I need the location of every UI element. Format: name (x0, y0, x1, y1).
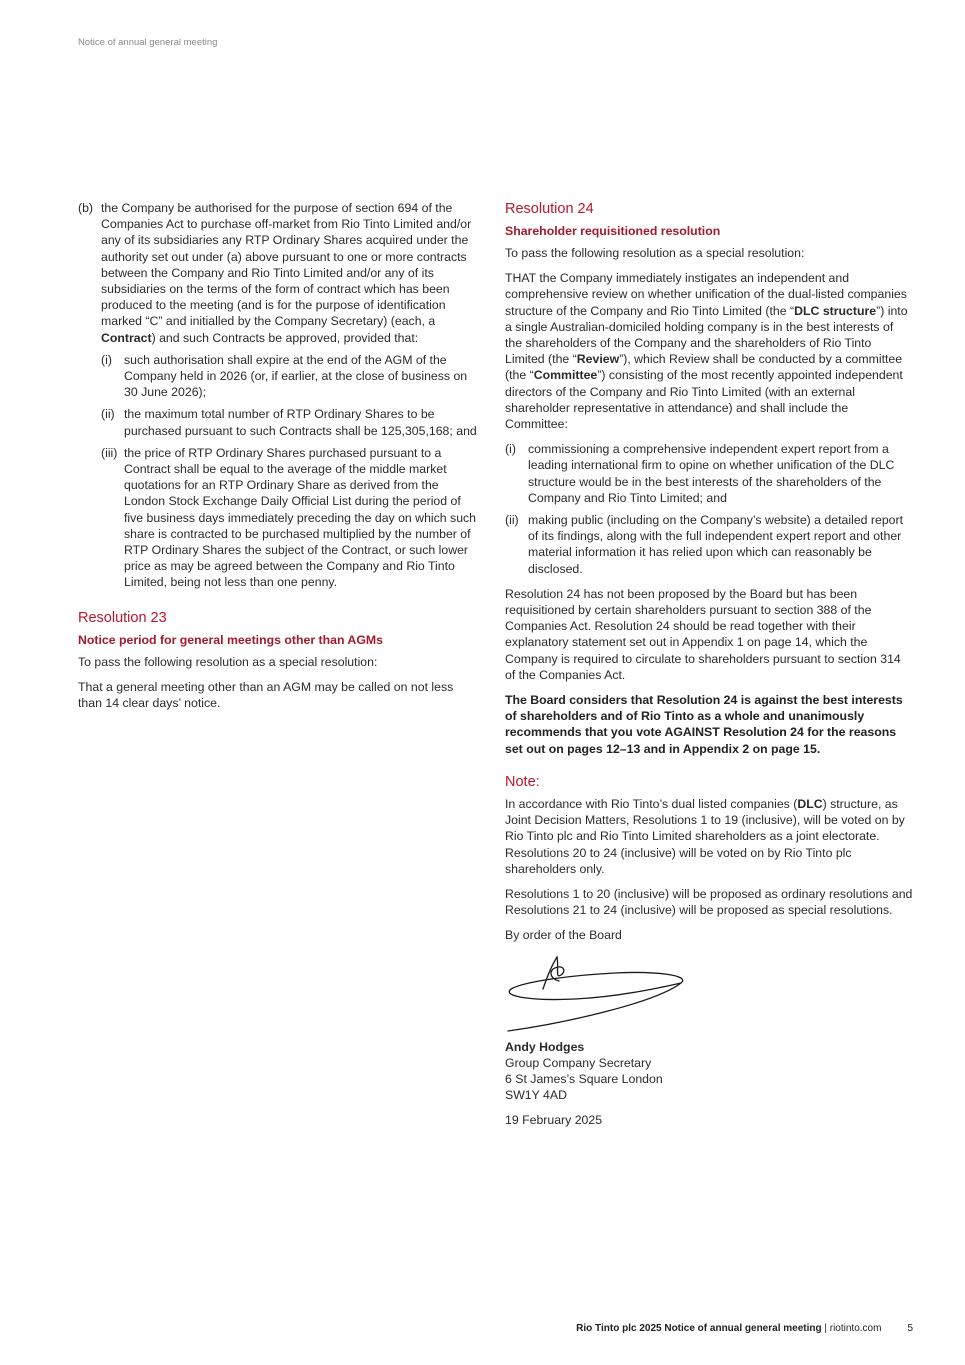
left-column (78, 200, 480, 720)
defined-term: DLC structure (794, 303, 877, 318)
subitem (505, 512, 913, 577)
body-text: In accordance with Rio Tinto’s dual listed companies ( (505, 796, 798, 811)
subitem-text: making public (including on the Company’s website) a detailed report of its findings, along with the full independent expert report and other material information it has relied upon which can reasonably be disclosed. (528, 513, 904, 576)
defined-term: DLC (797, 796, 823, 811)
body-text: ”), which Review shall be conducted by a committee (the “ (505, 352, 903, 383)
resolution-23-intro: To pass the following resolution as a special resolution: (78, 654, 378, 669)
footer-website: riotinto.com (829, 1323, 882, 1334)
subitem-text: commissioning a comprehensive independent expert report from a leading international firm to opine on whether unification of the DLC structure would be in the best interests of the shareholders of the Company and Rio Tinto Limited; and (528, 442, 895, 505)
subitem-label: (i) (101, 352, 112, 367)
resolution-24-subheading: Shareholder requisitioned resolution (505, 224, 721, 238)
note (505, 773, 913, 944)
running-header: Notice of annual general meeting (78, 37, 218, 48)
resolution-24-intro: To pass the following resolution as a special resolution: (505, 246, 805, 260)
footer-doc-title: Rio Tinto plc 2025 Notice of annual general meeting (576, 1323, 822, 1334)
body-text: ) structure, as Joint Decision Matters, Resolutions 1 to 19 (inclusive), will be voted on by Rio Tinto plc and Rio Tinto Limited shareholders as a joint electorate. Resolutions 20 to 24 (inclusive) will be voted on by Rio Tinto plc shareholders only. (505, 796, 905, 876)
page-number: 5 (907, 1323, 913, 1334)
resolution-23-body: That a general meeting other than an AGM may be called on not less than 14 clear days’ notice. (78, 679, 454, 711)
resolution-24-body (505, 270, 913, 432)
defined-term: Contract (101, 330, 152, 345)
resolution-24-heading: Resolution 24 (505, 201, 594, 217)
note-paragraph-1 (505, 796, 913, 877)
defined-term: Committee (533, 368, 598, 383)
subitem-text: the maximum total number of RTP Ordinary Shares to be purchased pursuant to such Contracts shall be 125,305,168; and (124, 407, 477, 438)
resolution-23-subheading: Notice period for general meetings other than AGMs (78, 632, 383, 647)
body-text: ”) into a single Australian-domiciled holding company is in the best interests of the shareholders of the Company and the shareholders of Rio Tinto Limited (the “ (505, 303, 908, 367)
subitem (101, 352, 480, 401)
subitem-label: (ii) (505, 513, 519, 528)
clause-label: (b) (78, 201, 94, 215)
clause-text: ) and such Contracts be approved, provided that: (151, 330, 419, 345)
body-text: THAT the Company immediately instigates an independent and comprehensive review on whether unification of the dual-listed companies structure of the Company and Rio Tinto Limited (the “ (505, 271, 907, 318)
subitem (101, 406, 480, 438)
footer-separator: | (821, 1323, 830, 1334)
signatory-title: Group Company Secretary (505, 1055, 652, 1070)
notice-date: 19 February 2025 (505, 1113, 603, 1128)
by-order: By order of the Board (505, 928, 622, 943)
subitem-label: (i) (505, 442, 516, 457)
board-recommendation: The Board considers that Resolution 24 is against the best interests of shareholders and of Rio Tinto as a whole and unanimously recommends that you vote AGAINST Resolution 24 for the reasons set out on pages 12–13 and in Appendix 2 on page 15. (505, 693, 903, 756)
note-paragraph-2: Resolutions 1 to 20 (inclusive) will be proposed as ordinary resolutions and Resolutions 21 to 24 (inclusive) will be proposed as special resolutions. (505, 886, 913, 918)
subitem-text: such authorisation shall expire at the end of the AGM of the Company held in 2026 (or, if earlier, at the close of business on 30 June 2026); (124, 352, 468, 400)
defined-term: Review (576, 352, 620, 367)
resolution-24 (505, 200, 913, 757)
requisition-statement: Resolution 24 has not been proposed by the Board but has been requisitioned by certain shareholders pursuant to section 388 of the Companies Act. Resolution 24 should be read together with their explanatory statement set out in Appendix 1 on page 14, which the Company is required to circulate to shareholders pursuant to section 314 of the Companies Act. (505, 586, 901, 682)
note-heading: Note: (505, 773, 540, 790)
resolution-23-heading: Resolution 23 (78, 609, 167, 626)
subitem-text: the price of RTP Ordinary Shares purchased pursuant to a Contract shall be equal to the average of the middle market quotations for an RTP Ordinary Share as derived from the London Stock Exchange Daily Official List during the period of five business days immediately preceding the day on which such share is contracted to be purchased multiplied by the number of RTP Ordinary Shares the subject of the Contract, or such lower price as may be agreed between the Company and Rio Tinto Limited, being not less than one penny. (124, 445, 477, 590)
clause-subitems (101, 352, 480, 591)
subitem (505, 441, 913, 506)
subitem-label: (ii) (101, 407, 115, 422)
right-column (505, 200, 913, 1138)
signature-image (505, 953, 695, 1037)
subitem (101, 445, 480, 591)
signatory-name: Andy Hodges (505, 1039, 585, 1054)
clause-text: the Company be authorised for the purpose of section 694 of the Companies Act to purchase off-market from Rio Tinto Limited and/or any of its subsidiaries any RTP Ordinary Shares acquired under the authority set out under (a) above pursuant to one or more contracts between the Company and Rio Tinto Limited and/or any of its subsidiaries on the terms of the form of contract which has been produced to the meeting (and is for the purpose of identification marked “C” and initialled by the Company Secretary) (each, a (101, 201, 472, 329)
subitem-label: (iii) (101, 445, 118, 460)
resolution-23 (78, 609, 480, 712)
clause-b (78, 200, 480, 346)
address-line-1: 6 St James’s Square London (505, 1071, 663, 1086)
body-text: ”) consisting of the most recently appointed independent directors of the Company and Rio Tinto Limited (with an external shareholder representative in attendance) and shall include the Committee: (505, 368, 903, 432)
page-footer (576, 1323, 913, 1334)
signatory-block (505, 1039, 913, 1129)
resolution-24-items (505, 441, 913, 577)
address-line-2: SW1Y 4AD (505, 1088, 567, 1103)
